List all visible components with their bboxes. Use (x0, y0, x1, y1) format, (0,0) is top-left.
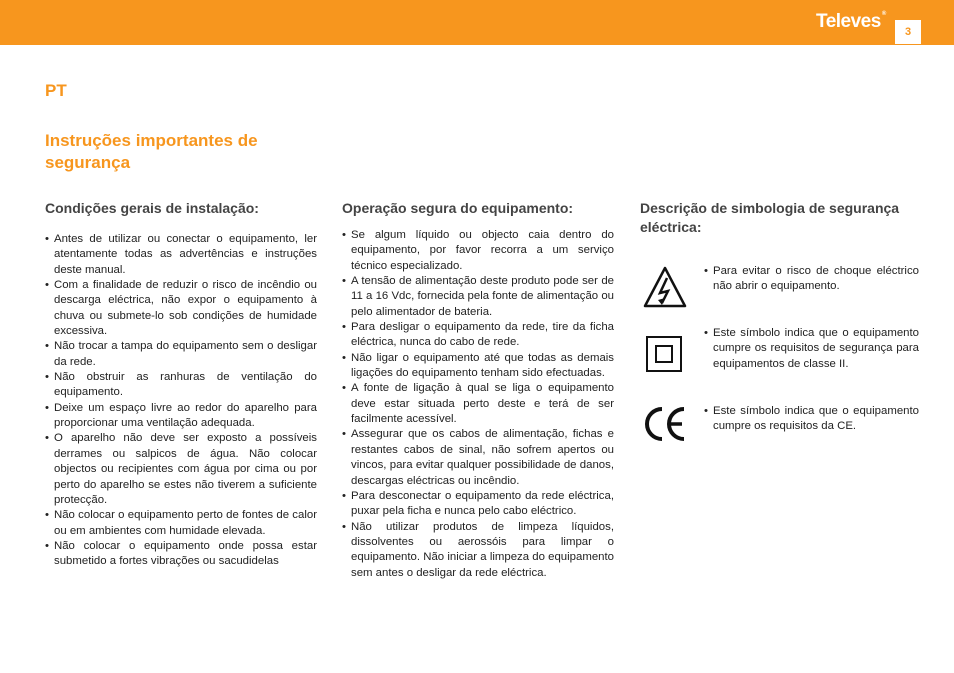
list-item: • Não colocar o equipamento onde possa estar submetido a fortes vibrações ou sacudidelas (45, 539, 317, 570)
list-item: • Não obstruir as ranhuras de ventilação do equipamento. (45, 370, 317, 401)
symbol-text: • Este símbolo indica que o equipamento cumpre os requisitos da CE. (704, 404, 919, 435)
symbol-text: • Para evitar o risco de choque eléctrico não abrir o equipamento. (704, 264, 919, 295)
registered-mark: ® (881, 11, 886, 17)
electric-shock-warning-icon (640, 264, 690, 314)
list-item: • Assegurar que os cabos de alimentação, fichas e restantes cabos de sinal, não sofrem apertos ou vincos, para evitar qualquer possibilidade de danos, descargas eléctricas ou incêndio. (342, 427, 614, 488)
page-number: 3 (895, 20, 921, 44)
installation-section (45, 199, 317, 570)
page-title: Instruções importantes de segurança (45, 131, 258, 172)
header-bar (0, 0, 954, 45)
class-ii-double-square-icon (640, 326, 690, 376)
installation-list (45, 232, 317, 570)
list-item: • Para desligar o equipamento da rede, tire da ficha eléctrica, nunca do cabo de rede. (342, 320, 614, 351)
list-item: • Com a finalidade de reduzir o risco de incêndio ou descarga eléctrica, não expor o equipamento à chuva ou submete-lo sob condições de humidade excessiva. (45, 278, 317, 339)
list-item: • Não colocar o equipamento perto de fontes de calor ou em ambientes com humidade elevada. (45, 508, 317, 539)
operation-section (342, 199, 614, 581)
list-item: • Para desconectar o equipamento da rede eléctrica, puxar pela ficha e nunca pelo cabo eléctrico. (342, 489, 614, 520)
operation-heading: Operação segura do equipamento: (342, 200, 574, 216)
list-item: • Antes de utilizar ou conectar o equipamento, ler atentamente todas as advertências e instruções deste manual. (45, 232, 317, 278)
symbol-text: • Este símbolo indica que o equipamento cumpre os requisitos de segurança para equipamentos de classe II. (704, 326, 919, 372)
symbol-item-shock (640, 264, 919, 314)
ce-mark-icon (640, 404, 690, 454)
installation-heading: Condições gerais de instalação: (45, 200, 259, 216)
list-item: • A tensão de alimentação deste produto pode ser de 11 a 16 Vdc, fornecida pela fonte de alimentação ou pelo alimentador de bateria. (342, 274, 614, 320)
list-item: • Deixe um espaço livre ao redor do aparelho para proporcionar uma ventilação adequada. (45, 401, 317, 432)
list-item: • Se algum líquido ou objecto caia dentro do equipamento, por favor recorra a um serviço técnico especializado. (342, 228, 614, 274)
symbol-item-ce (640, 404, 919, 454)
symbols-heading: Descrição de simbologia de segurança eléctrica: (640, 200, 900, 235)
symbol-item-class-ii (640, 326, 919, 376)
language-code: PT (45, 81, 67, 100)
symbols-section (640, 199, 912, 237)
list-item: • Não ligar o equipamento até que todas as demais ligações do equipamento tenham sido efectuadas. (342, 351, 614, 382)
list-item: • Não trocar a tampa do equipamento sem o desligar da rede. (45, 339, 317, 370)
list-item: • Não utilizar produtos de limpeza líquidos, dissolventes ou aerossóis para limpar o equipamento. Não iniciar a limpeza do equipamento sem antes o desligar da rede eléctrica. (342, 520, 614, 581)
list-item: • A fonte de ligação à qual se liga o equipamento deve estar situada perto deste e terá de ser facilmente acessível. (342, 381, 614, 427)
brand-name: Televes (816, 11, 881, 32)
operation-list (342, 228, 614, 581)
list-item: • O aparelho não deve ser exposto a possíveis derrames ou salpicos de água. Não colocar objectos ou recipientes com água por cima ou por perto do aparelho se estes não tiverem a suficiente protecção. (45, 431, 317, 508)
brand-logo (816, 11, 886, 33)
